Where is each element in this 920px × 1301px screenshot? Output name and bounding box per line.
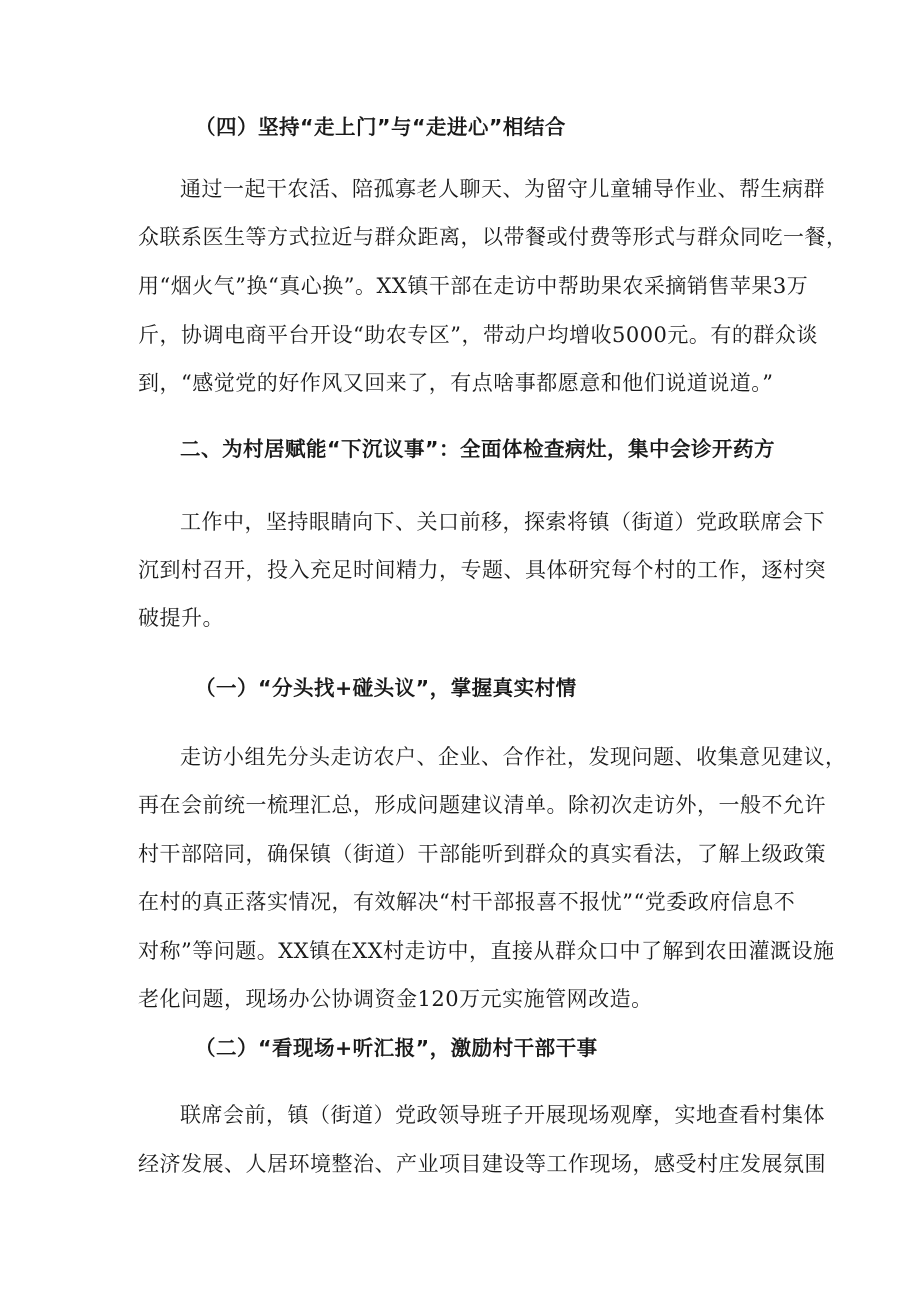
heading-four: （四）坚持“走上门”与“走进心”相结合 [195,115,566,139]
paragraph-line: 用“烟火气”换“真心换”。XX镇干部在走访中帮助果农采摘销售苹果3万 [138,274,809,298]
paragraph-line: 经济发展、人居环境整治、产业项目建设等工作现场，感受村庄发展氛围 [138,1152,826,1176]
paragraph-line: 斤，协调电商平台开设“助农专区”，带动户均增收5000元。有的群众谈 [138,323,818,347]
paragraph-line: 工作中，坚持眼睛向下、关口前移，探索将镇（街道）党政联席会下 [180,510,825,534]
paragraph-line: 村干部陪同，确保镇（街道）干部能听到群众的真实看法，了解上级政策 [138,842,826,866]
section-two-heading: 二、为村居赋能“下沉议事”：全面体检查病灶，集中会诊开药方 [180,437,775,461]
paragraph-line: 众联系医生等方式拉近与群众距离，以带餐或付费等形式与群众同吃一餐， [138,225,848,249]
paragraph-line: 走访小组先分头走访农户、企业、合作社，发现问题、收集意见建议， [180,745,847,769]
paragraph-line: 老化问题，现场办公协调资金120万元实施管网改造。 [138,987,653,1011]
paragraph-line: 到，“感觉党的好作风又回来了，有点啥事都愿意和他们说道说道。” [138,371,774,395]
paragraph-line: 破提升。 [138,606,224,630]
heading-one: （一）“分头找+碰头议”，掌握真实村情 [195,676,577,700]
paragraph-line: 对称”等问题。XX镇在XX村走访中，直接从群众口中了解到农田灌溉设施 [138,939,835,963]
paragraph-line: 通过一起干农活、陪孤寡老人聊天、为留守儿童辅导作业、帮生病群 [180,177,825,201]
paragraph-line: 沉到村召开，投入充足时间精力，专题、具体研究每个村的工作，逐村突 [138,558,826,582]
paragraph-line: 再在会前统一梳理汇总，形成问题建议清单。除初次走访外，一般不允许 [138,793,826,817]
heading-two: （二）“看现场+听汇报”，激励村干部干事 [195,1036,598,1060]
paragraph-line: 联席会前，镇（街道）党政领导班子开展现场观摩，实地查看村集体 [180,1103,825,1127]
paragraph-line: 在村的真正落实情况，有效解决“村干部报喜不报忧”“党委政府信息不 [138,890,796,914]
